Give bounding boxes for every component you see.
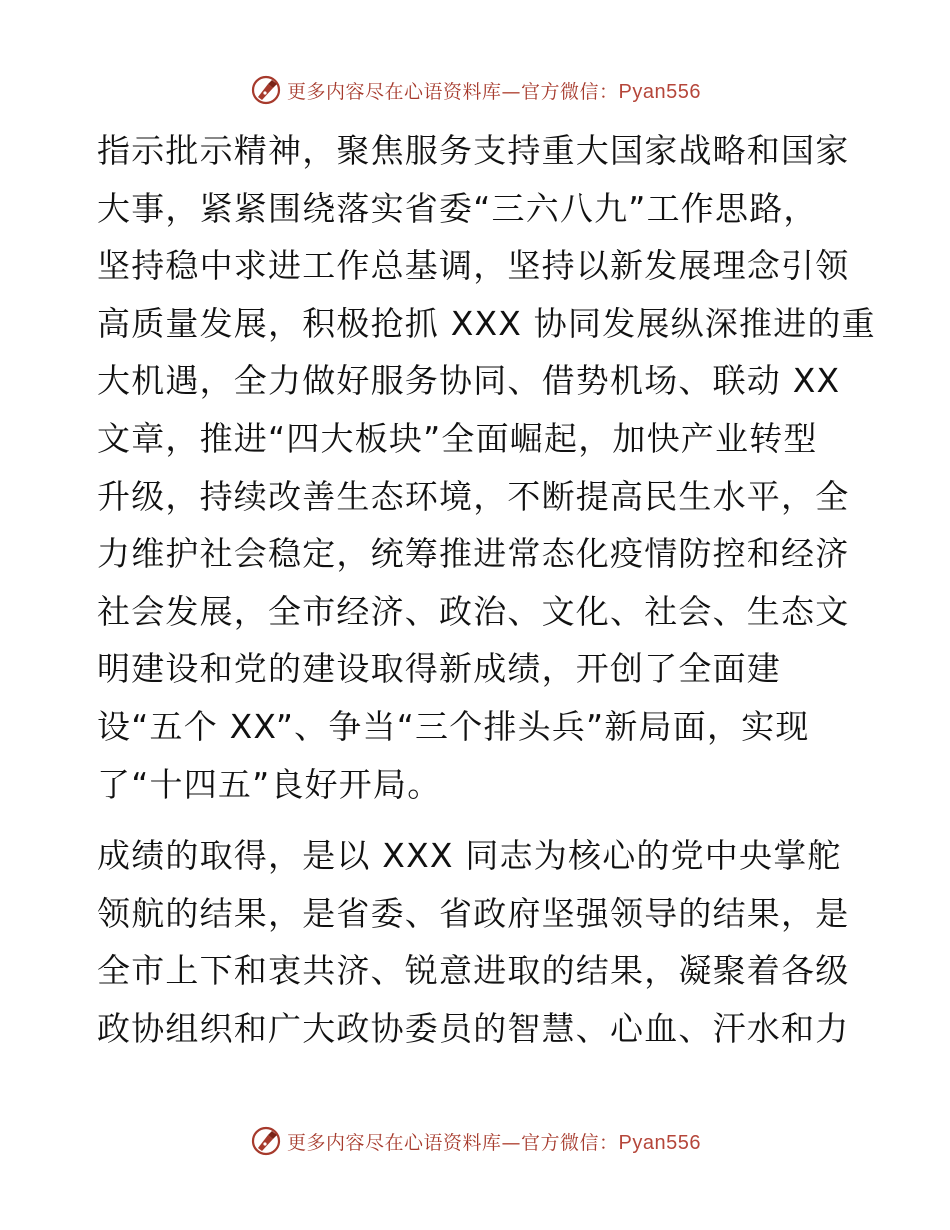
text-line: 大机遇，全力做好服务协同、借势机场、联动 XX <box>97 361 841 401</box>
banner-wechat-label: 官方微信： <box>521 80 619 103</box>
banner-text <box>287 77 701 104</box>
text-line: 文章，推进“四大板块”全面崛起，加快产业转型 <box>97 418 818 458</box>
banner-wechat-id: Pyan556 <box>618 80 701 103</box>
text-line: 了“十四五”良好开局。 <box>97 764 442 804</box>
pen-nib-logo-icon <box>249 1124 283 1158</box>
text-line: 坚持稳中求进工作总基调，坚持以新发展理念引领 <box>97 246 850 286</box>
text-line: 指示批示精神，聚焦服务支持重大国家战略和国家 <box>97 131 850 170</box>
text-line: 设“五个 XX”、争当“三个排头兵”新局面，实现 <box>97 706 810 746</box>
banner-text <box>287 1128 701 1155</box>
text-line: 政协组织和广大政协委员的智慧、心血、汗水和力 <box>97 1008 850 1048</box>
text-line: 高质量发展，积极抢抓 XXX 协同发展纵深推进的重 <box>97 303 876 343</box>
paragraph-1 <box>97 122 876 813</box>
pen-nib-logo-icon <box>249 73 283 107</box>
banner-dash: — <box>501 80 522 103</box>
banner-main-text: 更多内容尽在心语资料库 <box>287 1131 502 1154</box>
text-line: 大事，紧紧围绕落实省委“三六八九”工作思路， <box>97 188 818 228</box>
document-body <box>97 122 876 1058</box>
text-line: 升级，持续改善生态环境，不断提高民生水平，全 <box>97 476 850 516</box>
banner-main-text: 更多内容尽在心语资料库 <box>287 80 502 103</box>
footer-banner <box>0 1121 950 1161</box>
text-line: 力维护社会稳定，统筹推进常态化疫情防控和经济 <box>97 534 850 574</box>
banner-wechat-id: Pyan556 <box>618 1131 701 1154</box>
banner-dash: — <box>501 1131 522 1154</box>
text-line: 全市上下和衷共济、锐意进取的结果，凝聚着各级 <box>97 951 850 991</box>
text-line: 领航的结果，是省委、省政府坚强领导的结果，是 <box>97 893 850 933</box>
paragraph-2 <box>97 827 867 1057</box>
text-line: 明建设和党的建设取得新成绩，开创了全面建 <box>97 649 781 689</box>
text-line: 成绩的取得，是以 XXX 同志为核心的党中央掌舵 <box>97 836 842 876</box>
banner-wechat-label: 官方微信： <box>521 1131 619 1154</box>
header-banner <box>0 70 950 110</box>
text-line: 社会发展，全市经济、政治、文化、社会、生态文 <box>97 591 850 631</box>
